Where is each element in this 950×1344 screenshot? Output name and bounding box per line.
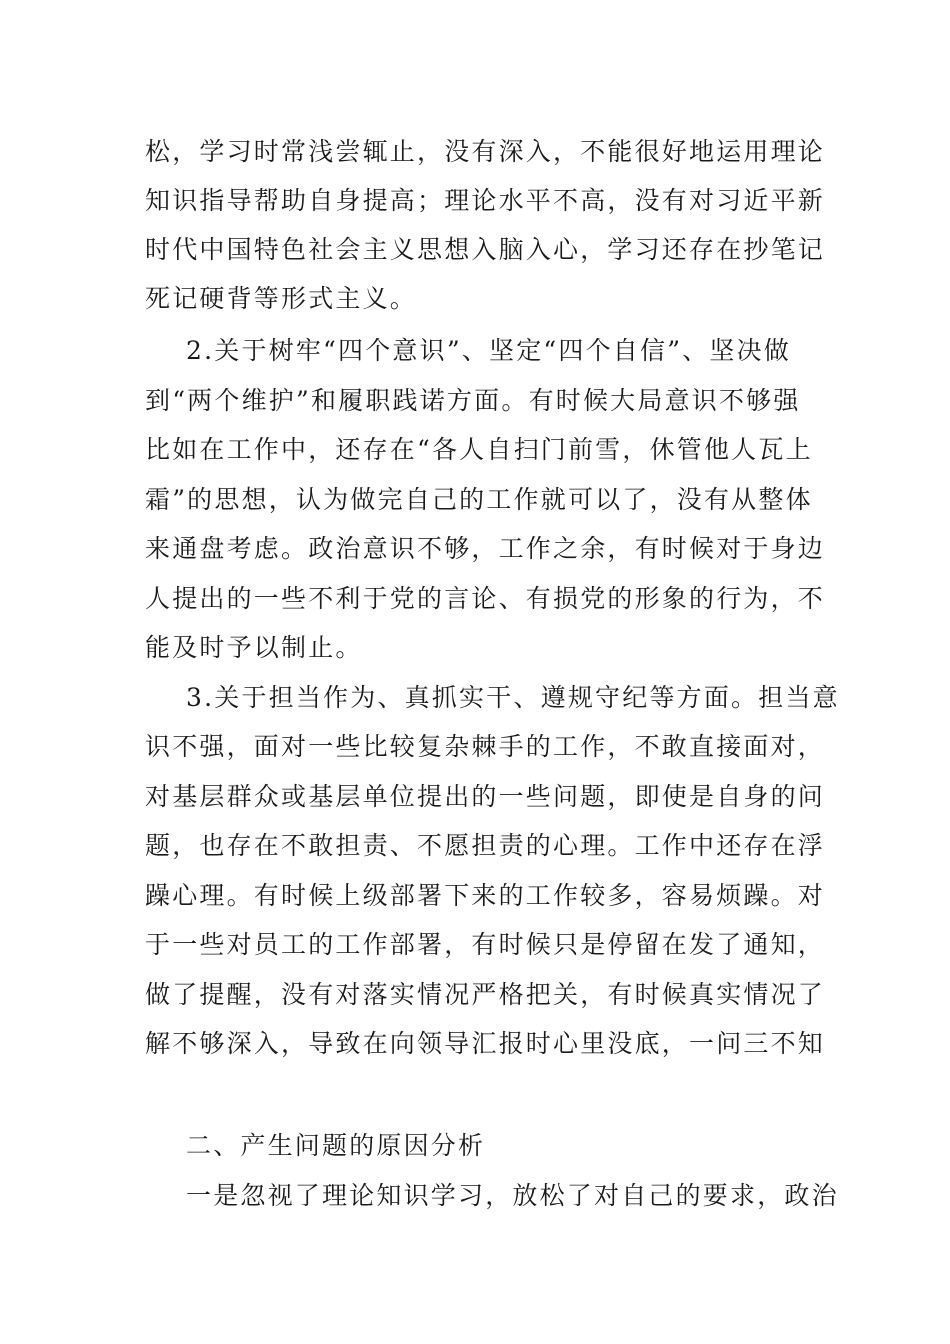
section-heading-cause-analysis: 二、产生问题的原因分析 <box>186 1131 486 1160</box>
paragraph-line: 松，学习时常浅尝辄止，没有深入，不能很好地运用理论 <box>145 137 826 166</box>
paragraph-line: 识不强，面对一些比较复杂棘手的工作，不敢直接面对， <box>145 732 826 761</box>
paragraph-line: 能及时予以制止。 <box>145 633 363 662</box>
paragraph-line: 一是忽视了理论知识学习，放松了对自己的要求，政治 <box>186 1181 839 1210</box>
paragraph-line: 霜”的思想，认为做完自己的工作就可以了，没有从整体 <box>145 485 813 514</box>
paragraph-line: 解不够深入，导致在向领导汇报时心里没底，一问三不知 <box>145 1029 826 1058</box>
paragraph-line: 躁心理。有时候上级部署下来的工作较多，容易烦躁。对 <box>145 881 826 910</box>
paragraph-line: 人提出的一些不利于党的言论、有损党的形象的行为，不 <box>145 584 826 613</box>
paragraph-line: 做了提醒，没有对落实情况严格把关，有时候真实情况了 <box>145 980 826 1009</box>
paragraph-line: 于一些对员工的工作部署，有时候只是停留在发了通知， <box>145 930 826 959</box>
paragraph-line: 比如在工作中，还存在“各人自扫门前雪，休管他人瓦上 <box>145 435 813 464</box>
paragraph-line: 来通盘考虑。政治意识不够，工作之余，有时候对于身边 <box>145 534 826 563</box>
paragraph-line: 对基层群众或基层单位提出的一些问题，即使是自身的问 <box>145 782 826 811</box>
paragraph-line: 知识指导帮助自身提高；理论水平不高，没有对习近平新 <box>145 186 826 215</box>
paragraph-line: 到“两个维护”和履职践诺方面。有时候大局意识不够强 <box>145 386 801 415</box>
section-3-heading-line: 3.关于担当作为、真抓实干、遵规守纪等方面。担当意 <box>186 683 840 712</box>
paragraph-line: 时代中国特色社会主义思想入脑入心，学习还存在抄笔记 <box>145 235 826 264</box>
section-2-heading-line: 2.关于树牢“四个意识”、坚定“四个自信”、坚决做 <box>186 336 791 365</box>
paragraph-line: 死记硬背等形式主义。 <box>145 284 418 313</box>
paragraph-line: 题，也存在不敢担责、不愿担责的心理。工作中还存在浮 <box>145 831 826 860</box>
